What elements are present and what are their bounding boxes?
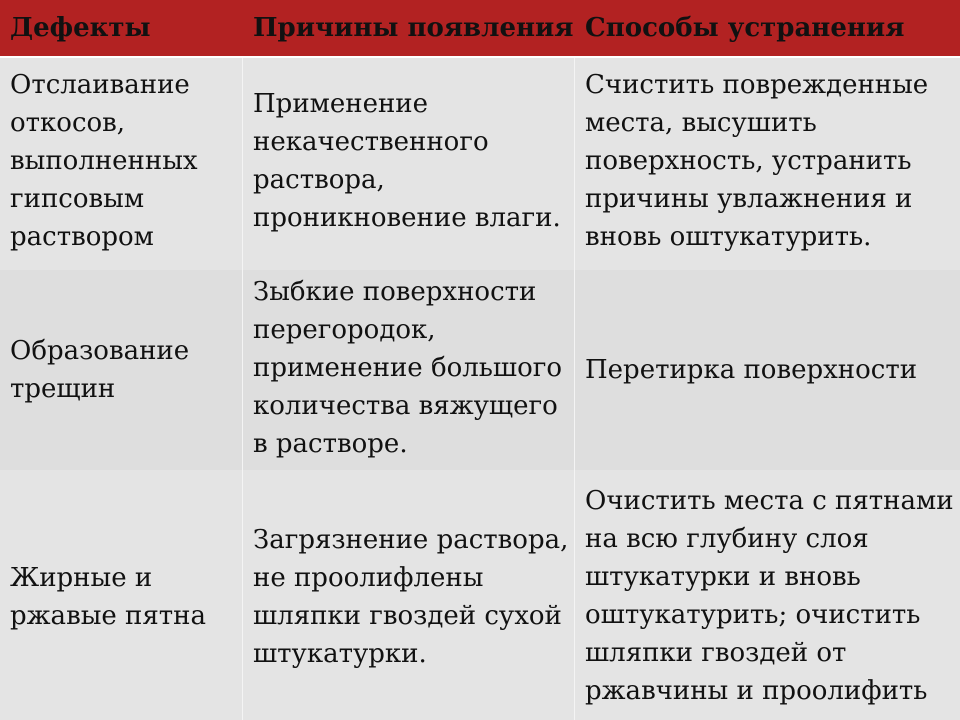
header-defects: Дефекты [10,13,151,43]
remedy-cell: Очистить места с пятнами на всю глубину слоя штукатурки и вновь оштукатурить; очистить шляпки гвоздей от ржавчины и проолифить [585,486,954,706]
cause-cell: Загрязнение раствора, не проолифлены шляпки гвоздей сухой штукатурки. [253,525,569,669]
defect-cell: Образование трещин [10,336,190,404]
remedy-cell: Перетирка поверхности [585,355,918,385]
cause-cell: Зыбкие поверхности перегородок, применение большого количества вяжущего в растворе. [253,277,563,459]
defect-cell: Отслаивание откосов, выполненных гипсовым раствором [10,70,198,252]
column-divider [242,58,243,720]
table-row [0,58,960,270]
cause-cell: Применение некачественного раствора, проникновение влаги. [253,89,561,233]
table-row [0,270,960,470]
table-row [0,470,960,720]
header-remedies: Способы устранения [585,13,905,43]
table-header [0,0,960,58]
header-causes: Причины появления [253,13,574,43]
defect-cell: Жирные и ржавые пятна [10,563,206,631]
remedy-cell: Счистить поврежденные места, высушить поверхность, устранить причины увлажнения и вновь оштукатурить. [585,70,929,252]
column-divider [574,58,575,720]
